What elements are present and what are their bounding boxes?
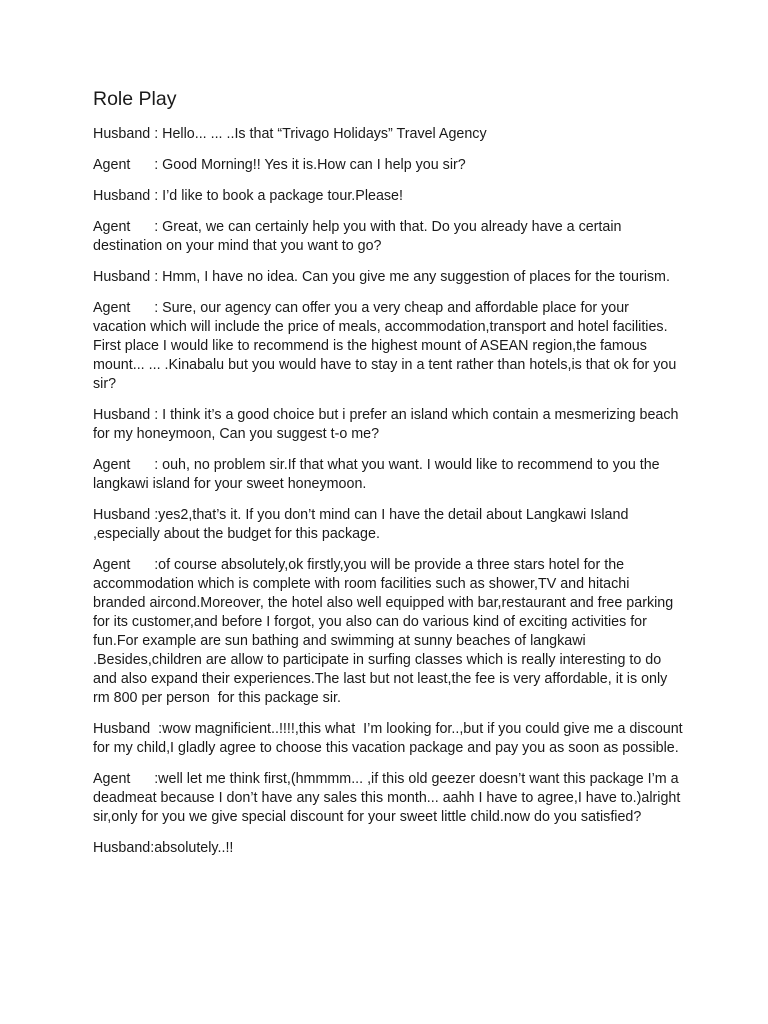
dialogue-line-7: Husband : I think it’s a good choice but i prefer an island which contain a mesmerizing beach for my honeymoon, Can you suggest t-o me?: [93, 407, 683, 442]
dialogue-line-6: Agent : Sure, our agency can offer you a very cheap and affordable place for your vacation which will include the price of meals, accommodation,transport and hotel facilities. First place I would like to recommend is the highest mount of ASEAN region,the famous mount... ... .Kinabalu but you would have to stay in a tent rather than hotels,is that ok for you sir?: [93, 300, 681, 392]
dialogue-line-4: Agent : Great, we can certainly help you with that. Do you already have a certain destination on your mind that you want to go?: [93, 219, 626, 254]
document-page: [93, 86, 687, 870]
dialogue-line-11: Husband :wow magnificient..!!!!,this what I’m looking for..,but if you could give me a discount for my child,I gladly agree to choose this vacation package and pay you as soon as possible.: [93, 721, 687, 756]
dialogue-line-10: Agent :of course absolutely,ok firstly,you will be provide a three stars hotel for the accommodation which is complete with room facilities such as shower,TV and hitachi branded aircond.Moreover, the hotel also well equipped with bar,restaurant and free parking for its customer,and before I forgot, you also can do various kind of exciting activities for fun.For example are sun bathing and swimming at sunny beaches of langkawi .Besides,children are allow to participate in surfing classes which is really interesting to do and also expand their experiences.The last but not least,the fee is very affordable, it is only rm 800 per person for this package sir.: [93, 557, 678, 706]
document-title: Role Play: [93, 88, 177, 110]
dialogue-line-13: Husband:absolutely..!!: [93, 840, 234, 856]
dialogue-line-9: Husband :yes2,that’s it. If you don’t mind can I have the detail about Langkawi Island ,especially about the budget for this package.: [93, 507, 633, 542]
dialogue-line-2: Agent : Good Morning!! Yes it is.How can I help you sir?: [93, 157, 466, 173]
dialogue-line-1: Husband : Hello... ... ..Is that “Trivago Holidays” Travel Agency: [93, 126, 487, 142]
dialogue-line-8: Agent : ouh, no problem sir.If that what you want. I would like to recommend to you the langkawi island for your sweet honeymoon.: [93, 457, 664, 492]
dialogue-line-3: Husband : I’d like to book a package tour.Please!: [93, 188, 403, 204]
dialogue-line-5: Husband : Hmm, I have no idea. Can you give me any suggestion of places for the tourism.: [93, 269, 670, 285]
dialogue-line-12: Agent :well let me think first,(hmmmm... ,if this old geezer doesn’t want this package I’m a deadmeat because I don’t have any sales this month... aahh I have to agree,I have to.)alright sir,only for you we give special discount for your sweet little child.now do you satisfied?: [93, 771, 685, 825]
